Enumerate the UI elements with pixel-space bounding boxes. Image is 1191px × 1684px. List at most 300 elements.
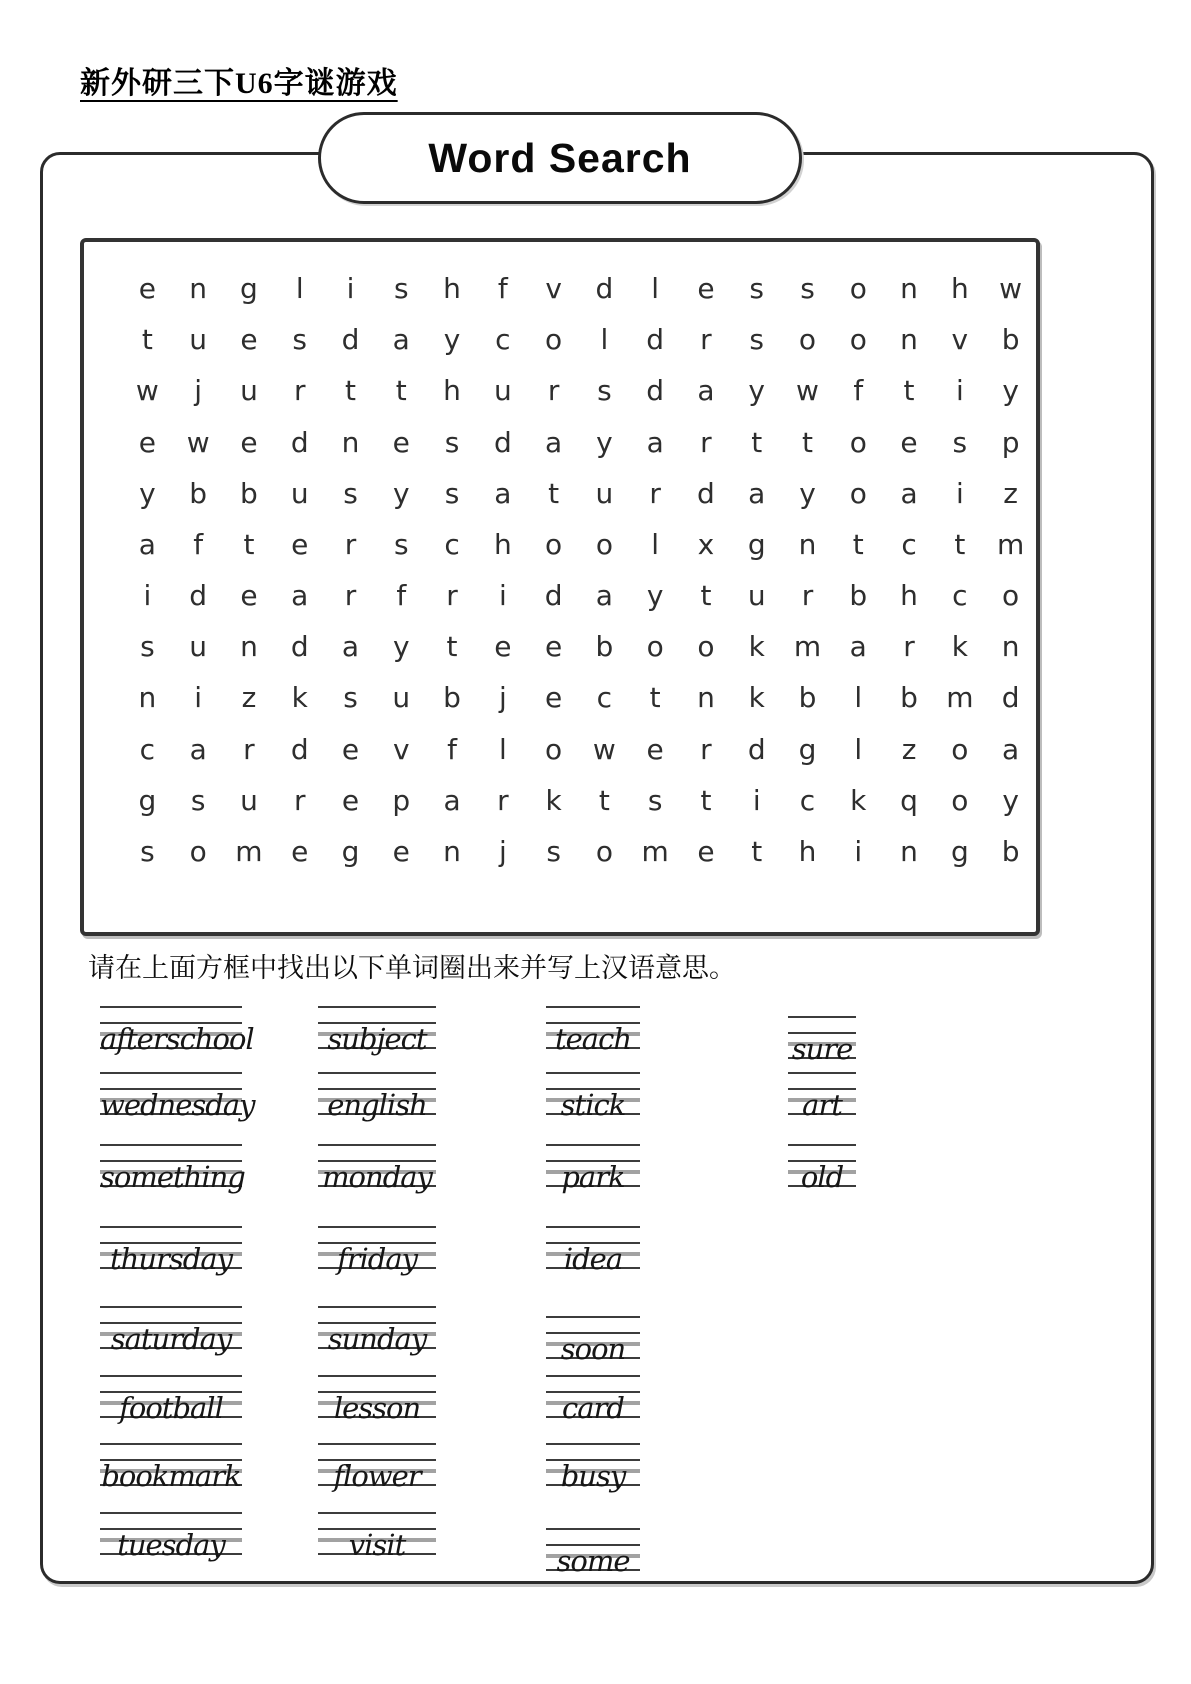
wordlist-word: visit [348, 1528, 406, 1562]
grid-letter-r6c8: h [493, 527, 512, 561]
document-title: 新外研三下U6字谜游戏 [80, 67, 398, 100]
grid-letter-r11c8: r [497, 783, 509, 817]
grid-letter-r9c5: s [343, 681, 358, 715]
grid-letter-r4c12: r [700, 425, 712, 459]
grid-letter-r5c11: r [649, 476, 661, 510]
grid-letter-r5c15: o [849, 476, 867, 510]
grid-letter-r9c2: i [194, 681, 203, 715]
grid-letter-r3c4: r [293, 374, 306, 408]
letter-grid [122, 263, 1036, 877]
wordlist-word: football [119, 1391, 223, 1425]
wordlist-entry-sunday [318, 1306, 436, 1356]
grid-letter-r6c17: t [954, 527, 966, 561]
wordlist-entry-wednesday [100, 1072, 255, 1122]
wordlist-word: sure [791, 1032, 853, 1066]
grid-letter-r5c2: b [189, 476, 208, 510]
grid-letter-r4c3: e [240, 425, 258, 459]
grid-letter-r6c2: f [193, 527, 204, 561]
grid-letter-r12c6: e [392, 834, 410, 868]
grid-letter-r8c2: u [189, 630, 208, 664]
grid-letter-r10c9: o [545, 732, 563, 766]
grid-letter-r7c16: h [900, 579, 918, 613]
grid-letter-r5c14: y [799, 476, 816, 510]
grid-letter-r7c13: u [747, 579, 766, 613]
grid-letter-r7c12: t [700, 579, 712, 613]
wordlist-entry-park [546, 1144, 640, 1194]
grid-letter-r1c13: s [749, 272, 765, 306]
handwriting-guide-line [318, 1375, 436, 1377]
grid-letter-r8c17: k [951, 630, 968, 664]
handwriting-guide-line [100, 1443, 242, 1445]
handwriting-guide-line [546, 1316, 640, 1318]
grid-letter-r4c5: n [341, 425, 360, 459]
grid-letter-r6c14: n [798, 527, 817, 561]
grid-letter-r12c18: b [1001, 834, 1020, 868]
grid-letter-r3c6: t [395, 374, 407, 408]
wordlist-word: monday [322, 1160, 432, 1194]
grid-letter-r2c8: c [495, 323, 511, 357]
wordlist-entry-tuesday [100, 1512, 242, 1562]
word-search-banner [318, 112, 802, 204]
wordlist-entry-some [546, 1528, 640, 1578]
grid-letter-r4c8: d [493, 425, 512, 459]
wordlist-entry-art [788, 1072, 856, 1122]
grid-letter-r10c12: r [700, 732, 712, 766]
grid-letter-r11c17: o [951, 783, 969, 817]
wordlist-word: afterschool [100, 1022, 254, 1056]
grid-letter-r9c17: m [946, 681, 974, 715]
wordlist-entry-busy [546, 1443, 640, 1493]
grid-letter-r5c12: d [697, 476, 715, 510]
grid-letter-r11c16: q [900, 783, 918, 817]
wordlist-entry-monday [318, 1144, 436, 1194]
handwriting-guide-line [546, 1375, 640, 1377]
grid-letter-r8c14: m [793, 630, 822, 664]
letter-grid-box [80, 238, 1040, 936]
grid-letter-r7c2: d [189, 579, 208, 613]
grid-letter-r1c12: e [697, 272, 715, 306]
grid-letter-r8c9: e [544, 630, 563, 664]
wordlist-word: stick [560, 1088, 626, 1122]
handwriting-guide-line [546, 1006, 640, 1008]
grid-letter-r2c4: s [292, 323, 308, 357]
grid-letter-r2c14: o [798, 323, 817, 357]
grid-letter-r4c9: a [545, 425, 563, 459]
grid-letter-r3c18: y [1002, 374, 1019, 408]
wordlist-word: art [802, 1088, 842, 1122]
grid-letter-r12c10: o [595, 834, 613, 868]
grid-letter-r5c13: a [748, 476, 766, 510]
grid-letter-r2c16: n [900, 323, 918, 357]
wordlist-word: old [800, 1160, 844, 1194]
grid-letter-r3c14: w [796, 374, 819, 408]
grid-letter-r10c17: o [951, 732, 969, 766]
grid-letter-r12c5: g [341, 834, 360, 868]
grid-letter-r5c18: z [1003, 476, 1018, 510]
grid-letter-r2c13: s [749, 323, 765, 357]
grid-letter-r11c2: s [190, 783, 206, 817]
grid-letter-r2c7: y [443, 323, 461, 357]
wordlist-entry-idea [546, 1226, 640, 1276]
grid-letter-r7c11: y [646, 579, 664, 613]
grid-letter-r6c13: g [747, 527, 766, 561]
grid-letter-r10c8: l [498, 732, 507, 766]
grid-letter-r11c10: t [598, 783, 610, 817]
grid-letter-r10c5: e [341, 732, 360, 766]
grid-letter-r3c15: f [853, 374, 864, 408]
grid-letter-r4c13: t [751, 425, 763, 459]
grid-letter-r1c4: l [295, 272, 304, 306]
grid-letter-r3c10: s [597, 374, 612, 408]
wordlist-word: lesson [333, 1391, 421, 1425]
wordlist-entry-bookmark [100, 1443, 242, 1493]
grid-letter-r9c14: b [798, 681, 817, 715]
grid-letter-r2c10: l [600, 323, 609, 357]
wordlist-entry-subject [318, 1006, 436, 1056]
grid-letter-r1c3: g [240, 272, 258, 306]
grid-letter-r8c11: o [646, 630, 664, 664]
grid-letter-r6c7: c [444, 527, 460, 561]
grid-letter-r4c7: s [444, 425, 460, 459]
handwriting-guide-line [100, 1072, 242, 1074]
wordlist-word: some [556, 1544, 630, 1578]
grid-letter-r2c18: b [1001, 323, 1020, 357]
wordlist-word: flower [333, 1459, 421, 1493]
grid-letter-r3c11: d [646, 374, 665, 408]
grid-letter-r2c9: o [545, 323, 563, 357]
handwriting-guide-line [546, 1528, 640, 1530]
grid-letter-r1c17: h [950, 272, 969, 306]
grid-letter-r12c11: m [641, 834, 669, 868]
grid-letter-r8c12: o [697, 630, 715, 664]
grid-letter-r7c1: i [143, 579, 152, 613]
grid-letter-r1c6: s [393, 272, 409, 306]
wordlist-word: tuesday [117, 1528, 225, 1562]
grid-letter-r9c8: j [498, 681, 507, 715]
wordlist-word: saturday [110, 1322, 232, 1356]
grid-letter-r1c1: e [138, 272, 156, 306]
grid-letter-r8c15: a [849, 630, 867, 664]
grid-letter-r5c16: a [900, 476, 918, 510]
handwriting-guide-line [546, 1072, 640, 1074]
banner-title: Word Search [428, 134, 692, 181]
grid-letter-r7c9: d [544, 579, 563, 613]
grid-letter-r10c13: d [747, 732, 766, 766]
grid-letter-r5c17: i [955, 476, 964, 510]
grid-letter-r9c10: c [596, 681, 613, 715]
grid-letter-r8c18: n [1001, 630, 1020, 664]
grid-letter-r7c6: f [396, 579, 407, 613]
grid-letter-r6c1: a [138, 527, 156, 561]
grid-letter-r11c14: c [799, 783, 816, 817]
grid-letter-r3c12: a [697, 374, 715, 408]
wordlist-word: something [100, 1160, 245, 1194]
handwriting-guide-line [318, 1226, 436, 1228]
wordlist-entry-stick [546, 1072, 640, 1122]
grid-letter-r4c14: t [802, 425, 813, 459]
grid-letter-r1c11: l [651, 272, 660, 306]
grid-letter-r6c16: c [901, 527, 917, 561]
grid-letter-r2c6: a [392, 323, 410, 357]
wordlist-entry-football [100, 1375, 242, 1425]
grid-letter-r8c10: b [595, 630, 614, 664]
grid-letter-r7c7: r [446, 579, 458, 613]
grid-letter-r12c14: h [798, 834, 817, 868]
grid-letter-r6c18: m [996, 527, 1025, 561]
grid-letter-r9c9: e [544, 681, 563, 715]
grid-letter-r12c2: o [189, 834, 207, 868]
grid-letter-r12c1: s [140, 834, 155, 868]
grid-letter-r1c16: n [900, 272, 918, 306]
grid-letter-r12c7: n [443, 834, 461, 868]
grid-letter-r4c6: e [392, 425, 410, 459]
grid-letter-r9c6: u [392, 681, 411, 715]
grid-letter-r3c9: r [547, 374, 560, 408]
grid-letter-r5c8: a [494, 476, 512, 510]
grid-letter-r5c6: y [392, 476, 410, 510]
grid-letter-r3c13: y [748, 374, 765, 408]
grid-letter-r7c8: i [498, 579, 507, 613]
grid-letter-r12c13: t [751, 834, 763, 868]
grid-letter-r4c10: y [596, 425, 613, 459]
grid-letter-r4c16: e [900, 425, 918, 459]
wordlist-word: subject [327, 1022, 427, 1056]
grid-letter-r1c18: w [999, 272, 1023, 306]
handwriting-guide-line [546, 1443, 640, 1445]
grid-letter-r2c5: d [341, 323, 360, 357]
grid-letter-r10c18: a [1002, 732, 1020, 766]
grid-letter-r12c4: e [291, 834, 309, 868]
grid-letter-r6c10: o [595, 527, 613, 561]
wordlist-word: card [562, 1391, 624, 1425]
grid-letter-r11c3: u [240, 783, 258, 817]
grid-letter-r11c15: k [850, 783, 867, 817]
grid-letter-r8c8: e [494, 630, 512, 664]
grid-letter-r7c3: e [240, 579, 258, 613]
instruction-text: 请在上面方框中找出以下单词圈出来并写上汉语意思。 [88, 953, 736, 983]
wordlist-entry-flower [318, 1443, 436, 1493]
grid-letter-r7c18: o [1002, 579, 1020, 613]
wordlist-entry-teach [546, 1006, 640, 1056]
handwriting-guide-line [546, 1144, 640, 1146]
grid-letter-r10c14: g [798, 732, 817, 766]
grid-letter-r10c2: a [189, 732, 207, 766]
grid-letter-r10c7: f [447, 732, 457, 766]
grid-letter-r8c6: y [392, 630, 410, 664]
grid-letter-r5c3: b [240, 476, 258, 510]
grid-letter-r7c15: b [849, 579, 868, 613]
grid-letter-r3c16: t [903, 374, 915, 408]
grid-letter-r12c17: g [950, 834, 969, 868]
grid-letter-r11c9: k [545, 783, 562, 817]
grid-letter-r1c14: s [800, 272, 815, 306]
wordlist-word: friday [336, 1242, 418, 1276]
grid-letter-r1c7: h [443, 272, 461, 306]
grid-letter-r10c4: d [290, 732, 309, 766]
grid-letter-r10c16: z [901, 732, 917, 766]
grid-letter-r9c16: b [900, 681, 918, 715]
grid-letter-r8c13: k [748, 630, 765, 664]
grid-letter-r1c9: v [545, 272, 562, 306]
grid-letter-r11c18: y [1002, 783, 1019, 817]
wordlist-entry-sure [788, 1016, 856, 1066]
handwriting-guide-line [100, 1306, 242, 1308]
wordlist-entry-visit [318, 1512, 436, 1562]
wordlist-entry-english [318, 1072, 436, 1122]
grid-letter-r12c9: s [546, 834, 561, 868]
wordlist-word: idea [563, 1242, 623, 1276]
grid-letter-r11c5: e [341, 783, 360, 817]
wordlist-word: wednesday [100, 1088, 255, 1122]
grid-letter-r6c15: t [852, 527, 864, 561]
grid-letter-r6c4: e [291, 527, 309, 561]
grid-letter-r1c5: i [346, 272, 355, 306]
grid-letter-r12c3: m [235, 834, 263, 868]
grid-letter-r8c5: a [341, 630, 360, 664]
grid-letter-r3c5: t [345, 374, 356, 408]
wordlist-word: teach [554, 1022, 632, 1056]
handwriting-guide-line [788, 1144, 856, 1146]
grid-letter-r7c14: r [801, 579, 814, 613]
grid-letter-r10c6: v [392, 732, 410, 766]
handwriting-guide-line [100, 1226, 242, 1228]
grid-letter-r10c3: r [243, 732, 255, 766]
grid-letter-r8c7: t [446, 630, 458, 664]
grid-letter-r2c11: d [646, 323, 665, 357]
grid-letter-r11c4: r [293, 783, 306, 817]
grid-letter-r10c11: e [646, 732, 664, 766]
handwriting-guide-line [318, 1512, 436, 1514]
grid-letter-r6c11: l [651, 527, 660, 561]
grid-letter-r1c2: n [189, 272, 208, 306]
handwriting-guide-line [318, 1144, 436, 1146]
handwriting-guide-line [318, 1443, 436, 1445]
wordlist-word: thursday [110, 1242, 232, 1276]
handwriting-guide-line [100, 1512, 242, 1514]
grid-letter-r10c1: c [139, 732, 156, 766]
grid-letter-r2c3: e [240, 323, 258, 357]
grid-letter-r10c15: l [854, 732, 863, 766]
grid-letter-r4c11: a [646, 425, 664, 459]
grid-letter-r3c2: j [194, 374, 203, 408]
grid-letter-r11c1: g [138, 783, 157, 817]
grid-letter-r8c4: d [290, 630, 309, 664]
wordlist-entry-friday [318, 1226, 436, 1276]
grid-letter-r2c1: t [141, 323, 153, 357]
grid-letter-r3c1: w [135, 374, 159, 408]
grid-letter-r9c4: k [291, 681, 308, 715]
grid-letter-r2c17: v [951, 323, 969, 357]
wordlist-entry-old [788, 1144, 856, 1194]
handwriting-guide-line [546, 1226, 640, 1228]
wordlist-entry-afterschool [100, 1006, 254, 1056]
grid-letter-r2c12: r [700, 323, 712, 357]
grid-letter-r6c5: r [344, 527, 357, 561]
grid-letter-r5c4: u [290, 476, 309, 510]
grid-letter-r11c12: t [700, 783, 712, 817]
grid-letter-r8c16: r [903, 630, 915, 664]
grid-letter-r5c9: t [548, 476, 560, 510]
grid-letter-r6c12: x [697, 527, 715, 561]
grid-letter-r2c15: o [849, 323, 867, 357]
wordlist-entry-soon [546, 1316, 640, 1366]
grid-letter-r12c15: i [854, 834, 863, 868]
grid-letter-r1c10: d [595, 272, 614, 306]
handwriting-guide-line [318, 1306, 436, 1308]
grid-letter-r9c11: t [649, 681, 661, 715]
handwriting-guide-line [100, 1375, 242, 1377]
grid-letter-r5c1: y [139, 476, 156, 510]
grid-letter-r4c2: w [186, 425, 210, 459]
wordlist-word: busy [560, 1459, 626, 1493]
grid-letter-r11c13: i [752, 783, 761, 817]
wordlist-word: park [561, 1160, 625, 1194]
grid-letter-r12c8: j [498, 834, 507, 868]
grid-letter-r4c15: o [849, 425, 867, 459]
grid-letter-r5c7: s [444, 476, 460, 510]
grid-letter-r1c15: o [849, 272, 867, 306]
grid-letter-r11c6: p [392, 783, 411, 817]
grid-letter-r9c7: b [443, 681, 461, 715]
wordlist-entry-thursday [100, 1226, 242, 1276]
grid-letter-r9c18: d [1001, 681, 1020, 715]
grid-letter-r3c7: h [443, 374, 461, 408]
wordlist-entry-card [546, 1375, 640, 1425]
handwriting-guide-line [318, 1072, 436, 1074]
wordlist-entry-saturday [100, 1306, 242, 1356]
grid-letter-r5c10: u [595, 476, 614, 510]
grid-letter-r12c12: e [697, 834, 715, 868]
grid-letter-r4c1: e [138, 425, 156, 459]
grid-letter-r4c17: s [952, 425, 968, 459]
grid-letter-r7c4: a [291, 579, 309, 613]
handwriting-guide-line [100, 1006, 242, 1008]
grid-letter-r3c3: u [240, 374, 258, 408]
grid-letter-r6c6: s [393, 527, 409, 561]
handwriting-guide-line [788, 1016, 856, 1018]
grid-letter-r9c1: n [138, 681, 157, 715]
grid-letter-r3c17: i [955, 374, 964, 408]
grid-letter-r7c5: r [344, 579, 357, 613]
wordlist-word: english [327, 1088, 427, 1122]
grid-letter-r2c2: u [189, 323, 208, 357]
grid-letter-r7c17: c [952, 579, 968, 613]
grid-letter-r9c3: z [241, 681, 257, 715]
grid-letter-r4c18: p [1001, 425, 1020, 459]
grid-letter-r6c3: t [243, 527, 255, 561]
grid-letter-r9c15: l [854, 681, 863, 715]
grid-letter-r3c8: u [493, 374, 512, 408]
grid-letter-r8c3: n [240, 630, 258, 664]
grid-letter-r9c13: k [748, 681, 765, 715]
grid-letter-r6c9: o [545, 527, 563, 561]
wordlist-word: soon [560, 1332, 626, 1366]
grid-letter-r11c7: a [443, 783, 461, 817]
wordlist-word: bookmark [101, 1459, 241, 1493]
grid-letter-r11c11: s [647, 783, 663, 817]
grid-letter-r1c8: f [497, 272, 508, 306]
handwriting-guide-line [788, 1072, 856, 1074]
wordlist-entry-something [100, 1144, 245, 1194]
grid-letter-r9c12: n [697, 681, 715, 715]
grid-letter-r8c1: s [140, 630, 155, 664]
handwriting-guide-line [100, 1144, 242, 1146]
handwriting-guide-line [318, 1006, 436, 1008]
grid-letter-r5c5: s [343, 476, 358, 510]
grid-letter-r12c16: n [900, 834, 918, 868]
grid-letter-r7c10: a [595, 579, 613, 613]
wordlist-entry-lesson [318, 1375, 436, 1425]
